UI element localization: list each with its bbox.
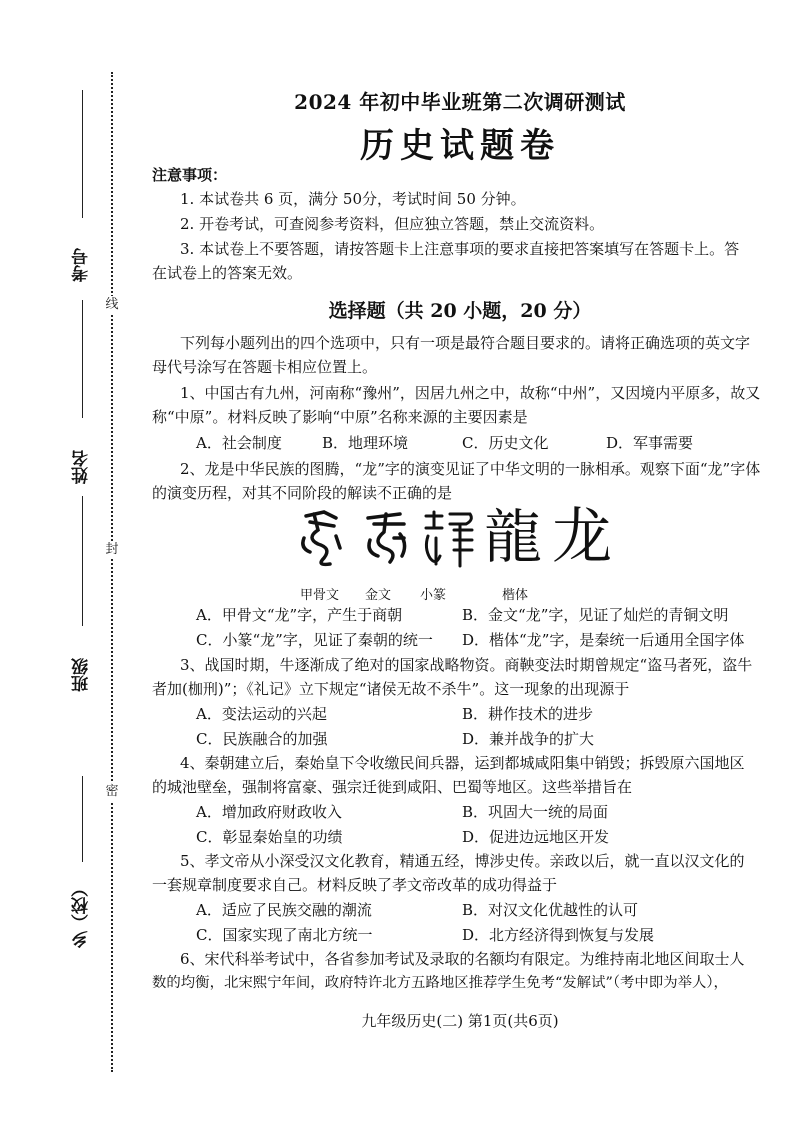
question-1-option-c: C．历史文化 — [462, 434, 549, 452]
binding-word-line: 线 — [103, 296, 121, 314]
township-school-label: 乡（校） — [72, 880, 92, 948]
question-2-option-b: B．金文“龙”字，见证了灿烂的青铜文明 — [462, 606, 729, 624]
question-5-stem: 一套规章制度要求自己。材料反映了孝文帝改革的成功得益于 — [152, 876, 558, 894]
question-4-option-c: C．彰显秦始皇的功绩 — [196, 828, 343, 846]
question-2-stem: 的演变历程，对其不同阶段的解读不正确的是 — [152, 484, 453, 502]
question-3-option-c: C．民族融合的加强 — [196, 730, 328, 748]
script-label-small-seal: 小篆 — [420, 588, 447, 603]
question-1-option-b: B．地理环境 — [322, 434, 409, 452]
section-title: 选择题（共 20 小题，20 分） — [328, 300, 592, 322]
question-1-stem: 称“中原”。材料反映了影响“中原”名称来源的主要因素是 — [152, 408, 528, 426]
notice-item: 2. 开卷考试，可查阅参考资料，但应独立答题，禁止交流资料。 — [180, 215, 605, 233]
dragon-evolution-figure — [290, 502, 620, 574]
page-footer: 九年级历史(二) 第1页(共6页) — [361, 1012, 559, 1030]
section-instructions: 下列每小题列出的四个选项中，只有一项是最符合题目要求的。请将正确选项的英文字 — [180, 334, 751, 352]
script-label-oracle-bone: 甲骨文 — [300, 588, 340, 603]
exam-subtitle: 历史试题卷 — [360, 126, 560, 166]
question-5-option-c: C．国家实现了南北方统一 — [196, 926, 373, 944]
question-2-option-c: C．小篆“龙”字，见证了秦朝的统一 — [196, 631, 433, 649]
question-5-option-d: D．北方经济得到恢复与发展 — [462, 926, 655, 944]
question-3-option-a: A．变法运动的兴起 — [196, 705, 327, 723]
exam-title: 2024 年初中毕业班第二次调研测试 — [294, 90, 626, 114]
question-4-option-d: D．促进边远地区开发 — [462, 828, 610, 846]
class-blank — [82, 496, 83, 626]
question-4-stem: 4、秦朝建立后，秦始皇下令收缴民间兵器，运到都城咸阳集中销毁；拆毁原六国地区 — [180, 754, 745, 772]
binding-dotted-line — [111, 72, 113, 1072]
name-label: 姓名 — [72, 450, 92, 484]
township-school-blank — [82, 776, 83, 862]
question-5-option-b: B．对汉文化优越性的认可 — [462, 901, 639, 919]
question-1-option-d: D．军事需要 — [606, 434, 694, 452]
notice-item: 1. 本试卷共 6 页，满分 50分，考试时间 50 分钟。 — [180, 190, 526, 208]
question-3-stem: 3、战国时期，牛逐渐成了绝对的国家战略物资。商鞅变法时期曾规定“盗马者死，盗牛 — [180, 656, 753, 674]
notice-item: 3. 本试卷上不要答题，请按答题卡上注意事项的要求直接把答案填写在答题卡上。答 — [180, 240, 740, 258]
question-1-option-a: A．社会制度 — [196, 434, 282, 452]
bronze-script-dragon-glyph — [360, 508, 412, 570]
small-seal-dragon-glyph — [420, 508, 476, 570]
script-label-bronze: 金文 — [365, 588, 392, 603]
question-2-option-d: D．楷体“龙”字，是秦统一后通用全国字体 — [462, 631, 745, 649]
question-3-option-b: B．耕作技术的进步 — [462, 705, 594, 723]
exam-number-label: 考号 — [72, 248, 92, 282]
script-label-regular: 楷体 — [502, 588, 529, 603]
question-3-option-d: D．兼并战争的扩大 — [462, 730, 595, 748]
question-5-option-a: A．适应了民族交融的潮流 — [196, 901, 372, 919]
question-4-option-a: A．增加政府财政收入 — [196, 803, 342, 821]
question-4-option-b: B．巩固大一统的局面 — [462, 803, 609, 821]
binding-word-close: 密 — [103, 783, 121, 801]
question-6-stem: 6、宋代科举考试中，各省参加考试及录取的名额均有限定。为维持南北地区间取士人 — [180, 950, 745, 968]
question-4-stem: 的城池壁垒，强制将富豪、强宗迁徙到咸阳、巴蜀等地区。这些举措旨在 — [152, 778, 633, 796]
question-5-stem: 5、孝文帝从小深受汉文化教育，精通五经，博涉史传。亲政以后，就一直以汉文化的 — [180, 852, 745, 870]
section-instructions: 母代号涂写在答题卡相应位置上。 — [152, 358, 378, 376]
notice-item: 在试卷上的答案无效。 — [152, 264, 303, 282]
name-blank — [82, 300, 83, 418]
question-2-option-a: A．甲骨文“龙”字，产生于商朝 — [196, 606, 403, 624]
notice-heading: 注意事项： — [152, 166, 228, 184]
question-6-stem: 数的均衡，北宋熙宁年间，政府特许北方五路地区推荐学生免考“发解试”（考中即为举人）， — [152, 975, 728, 991]
exam-number-blank — [82, 90, 83, 218]
question-2-stem: 2、龙是中华民族的图腾，“龙”字的演变见证了中华文明的一脉相承。观察下面“龙”字体 — [180, 460, 761, 478]
class-label: 班级 — [72, 658, 92, 692]
question-3-stem: 者加(枷刑)”；《礼记》立下规定“诸侯无故不杀牛”。这一现象的出现源于 — [152, 680, 630, 698]
question-1-stem: 1、中国古有九州，河南称“豫州”，因居九州之中，故称“中州”，又因境内平原多，故又 — [180, 384, 761, 402]
regular-script-traditional-dragon-glyph: 龍 — [484, 503, 543, 571]
simplified-dragon-glyph: 龙 — [552, 502, 612, 572]
binding-word-seal: 封 — [103, 541, 121, 559]
oracle-bone-dragon-glyph — [296, 508, 348, 570]
